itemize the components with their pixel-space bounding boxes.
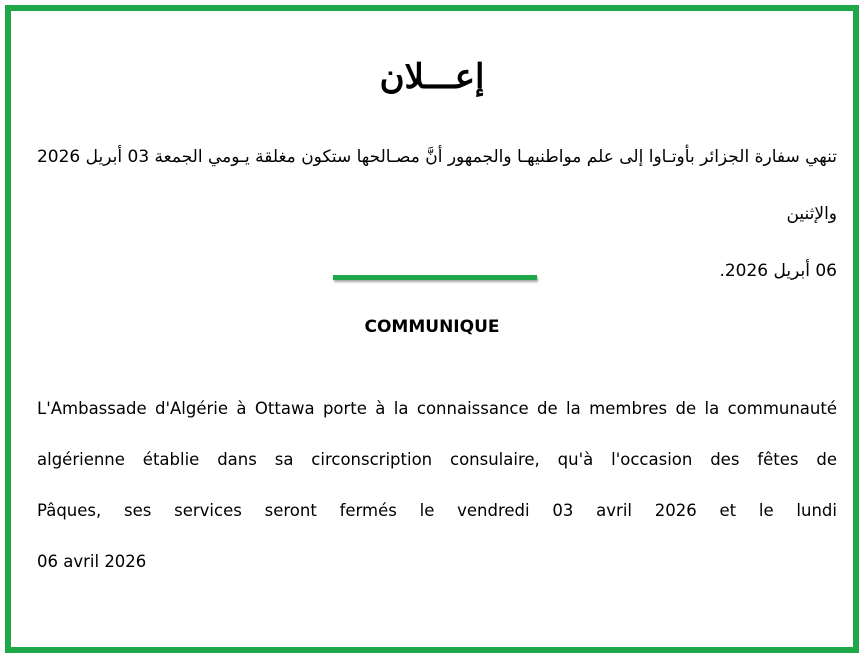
french-body-line: 06 avril 2026: [37, 552, 147, 571]
french-announcement: [37, 383, 837, 587]
arabic-body-line-2: 06 أبريل 2026.: [719, 261, 837, 281]
french-body-line: Pâques, ses services seront fermés le vendredi 03 avril 2026 et le lundi: [37, 501, 837, 520]
french-body-line: algérienne établie dans sa circonscription consulaire, qu'à l'occasion des fêtes de: [37, 450, 837, 469]
french-body-line: L'Ambassade d'Algérie à Ottawa porte à la connaissance de la membres de la communauté: [37, 399, 837, 418]
arabic-body-line-1: تنهي سفارة الجزائر بأوتـاوا إلى علم مواطنيهـا والجمهور أنَّ مصـالحها ستكون مغلقة يـومي الجمعة 03 أبريل 2026 والإثنين: [36, 147, 837, 224]
section-divider: [333, 275, 537, 280]
document-frame: [5, 5, 859, 653]
french-title: COMMUNIQUE: [364, 317, 500, 337]
arabic-title: إعـــلان: [379, 57, 485, 97]
